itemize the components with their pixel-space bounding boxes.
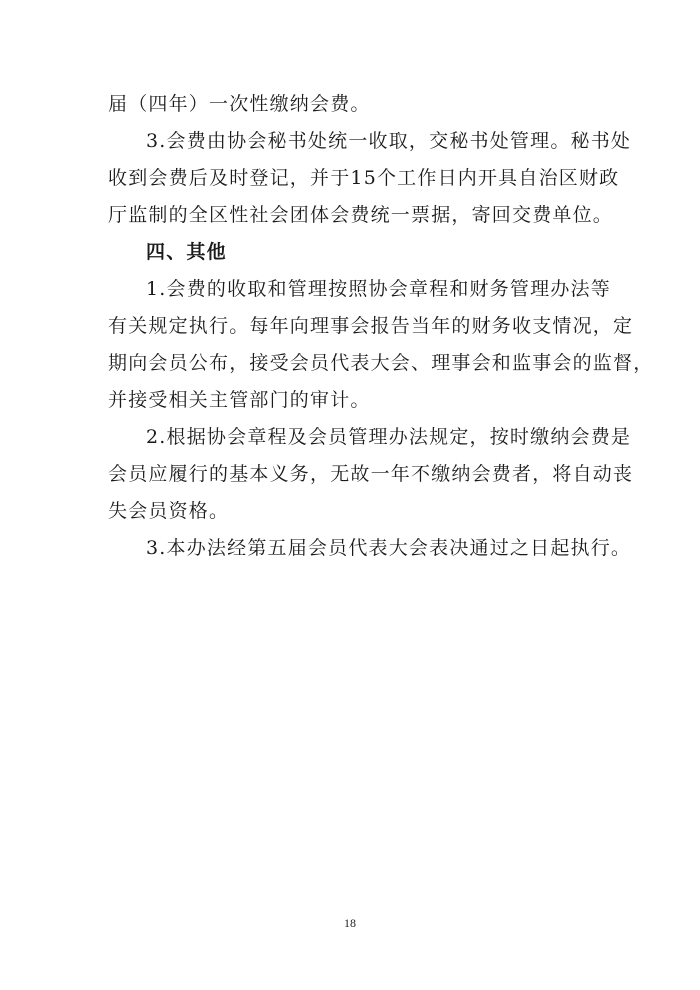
section-heading-other: 四、其他 — [146, 241, 227, 263]
body-line-8: 期向会员公布，接受会员代表大会、理事会和监事会的监督， — [108, 352, 654, 374]
body-line-13: 3.本办法经第五届会员代表大会表决通过之日起执行。 — [146, 537, 632, 559]
body-line-1: 届（四年）一次性缴纳会费。 — [108, 93, 371, 115]
body-line-9: 并接受相关主管部门的审计。 — [108, 389, 371, 411]
body-line-3: 收到会费后及时登记，并于15个工作日内开具自治区财政 — [108, 167, 620, 189]
page-number: 18 — [344, 916, 356, 930]
body-line-11: 会员应履行的基本义务，无故一年不缴纳会费者，将自动丧 — [108, 463, 634, 485]
body-line-7: 有关规定执行。每年向理事会报告当年的财务收支情况，定 — [108, 315, 634, 337]
body-line-6: 1.会费的收取和管理按照协会章程和财务管理办法等 — [146, 278, 611, 300]
body-line-2: 3.会费由协会秘书处统一收取，交秘书处管理。秘书处 — [146, 130, 632, 152]
body-line-4: 厅监制的全区性社会团体会费统一票据，寄回交费单位。 — [108, 204, 614, 226]
body-line-10: 2.根据协会章程及会员管理办法规定，按时缴纳会费是 — [146, 426, 632, 448]
body-line-12: 失会员资格。 — [108, 500, 230, 522]
document-body — [108, 86, 654, 567]
